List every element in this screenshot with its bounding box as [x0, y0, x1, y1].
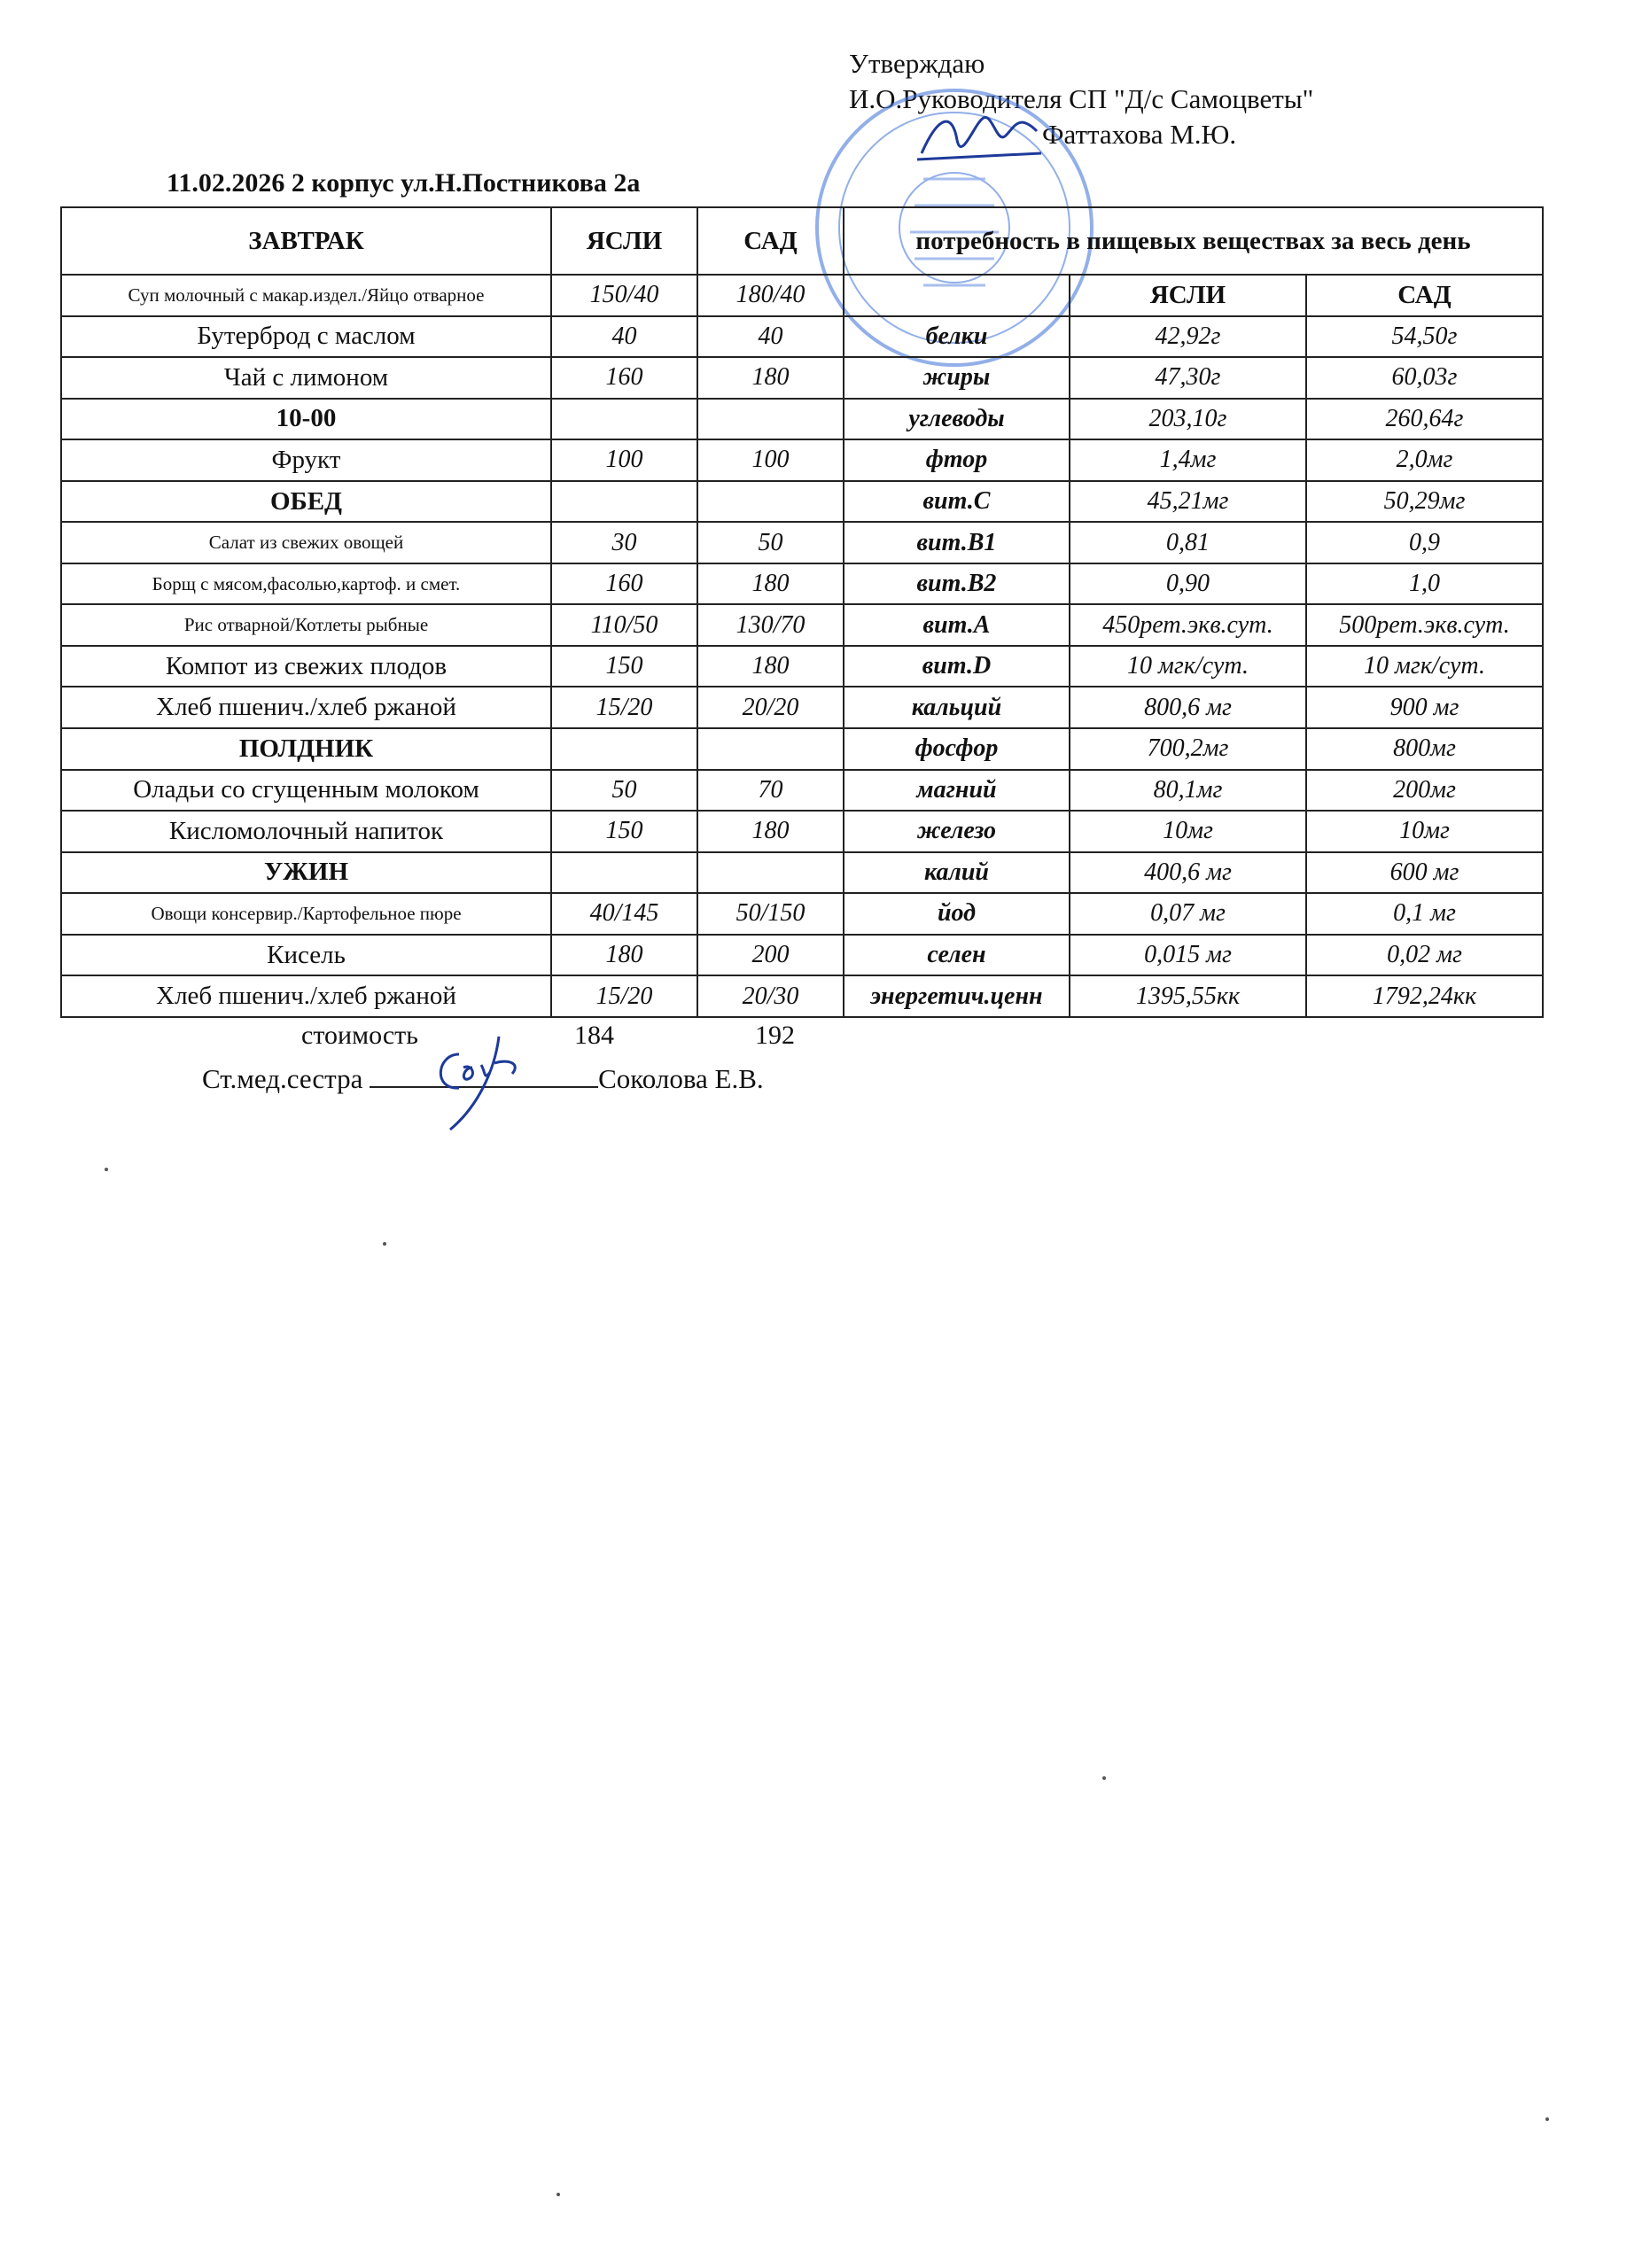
table-row	[61, 852, 1543, 894]
nutrient-name-cell: фосфор	[844, 728, 1070, 770]
nurse-signature	[424, 1019, 556, 1134]
table-row	[61, 975, 1543, 1017]
nutrient-sad-cell: 50,29мг	[1306, 481, 1543, 523]
yasli-portion-cell: 15/20	[551, 687, 697, 728]
nutrient-sad-cell: 10 мгк/сут.	[1306, 646, 1543, 687]
dish-cell: Салат из свежих овощей	[61, 522, 551, 563]
sad-portion-cell: 180	[697, 357, 844, 399]
dish-cell: ОБЕД	[61, 481, 551, 523]
sad-portion-cell: 20/30	[697, 975, 844, 1017]
yasli-portion-cell: 150	[551, 811, 697, 852]
nutrient-name-cell: энергетич.ценн	[844, 975, 1070, 1017]
table-row	[61, 604, 1543, 646]
sad-portion-cell: 180	[697, 646, 844, 687]
yasli-portion-cell: 150	[551, 646, 697, 687]
yasli-portion-cell: 40	[551, 316, 697, 358]
nutrient-yasli-cell: 45,21мг	[1070, 481, 1306, 523]
nutrient-yasli-cell: 1395,55кк	[1070, 975, 1306, 1017]
table-row	[61, 439, 1543, 481]
yasli-portion-cell: 110/50	[551, 604, 697, 646]
dish-cell: Овощи консервир./Картофельное пюре	[61, 893, 551, 935]
nutrient-subheader-yasli: ЯСЛИ	[1070, 275, 1306, 316]
header-nutrients: потребность в пищевых веществах за весь день	[844, 207, 1543, 275]
scan-speck	[105, 1168, 108, 1171]
director-signature	[913, 105, 1046, 175]
yasli-portion-cell: 100	[551, 439, 697, 481]
scan-speck	[1102, 1776, 1106, 1780]
nutrient-sad-cell: 2,0мг	[1306, 439, 1543, 481]
nutrient-yasli-cell: 80,1мг	[1070, 770, 1306, 812]
approval-name: Фаттахова М.Ю.	[1042, 119, 1237, 150]
dish-cell: Оладьи со сгущенным молоком	[61, 770, 551, 812]
nutrient-yasli-cell: 0,015 мг	[1070, 935, 1306, 976]
nutrient-sad-cell: 0,1 мг	[1306, 893, 1543, 935]
nutrient-yasli-cell: 400,6 мг	[1070, 852, 1306, 894]
dish-cell: Хлеб пшенич./хлеб ржаной	[61, 975, 551, 1017]
nutrient-name-cell: жиры	[844, 357, 1070, 399]
nutrient-sad-cell: 1,0	[1306, 563, 1543, 605]
nutrient-yasli-cell: 0,07 мг	[1070, 893, 1306, 935]
dish-cell: Чай с лимоном	[61, 357, 551, 399]
nutrient-yasli-cell: 203,10г	[1070, 399, 1306, 440]
nutrient-name-cell: кальций	[844, 687, 1070, 728]
sad-portion-cell: 20/20	[697, 687, 844, 728]
header-yasli: ЯСЛИ	[551, 207, 697, 275]
nutrient-name-cell: магний	[844, 770, 1070, 812]
nutrient-name-cell: йод	[844, 893, 1070, 935]
nutrient-sad-cell: 10мг	[1306, 811, 1543, 852]
cost-label: стоимость	[301, 1021, 418, 1050]
nutrient-name-cell: железо	[844, 811, 1070, 852]
nutrient-name-cell: фтор	[844, 439, 1070, 481]
signature-role: Ст.мед.сестра	[202, 1063, 363, 1094]
nutrient-yasli-cell: 10 мгк/сут.	[1070, 646, 1306, 687]
nutrient-yasli-cell: 450рет.экв.сут.	[1070, 604, 1306, 646]
sad-portion-cell	[697, 852, 844, 894]
sad-portion-cell: 180/40	[697, 275, 844, 316]
sad-portion-cell: 130/70	[697, 604, 844, 646]
header-sad: САД	[697, 207, 844, 275]
dish-cell: Компот из свежих плодов	[61, 646, 551, 687]
nutrient-name-cell: калий	[844, 852, 1070, 894]
menu-table	[60, 206, 1544, 1018]
nutrient-sad-cell: 200мг	[1306, 770, 1543, 812]
table-row	[61, 687, 1543, 728]
nutrient-sad-cell: 1792,24кк	[1306, 975, 1543, 1017]
yasli-portion-cell: 15/20	[551, 975, 697, 1017]
nutrient-sad-cell: 600 мг	[1306, 852, 1543, 894]
sad-portion-cell	[697, 399, 844, 440]
approval-position: И.О.Руководителя СП "Д/с Самоцветы"	[849, 83, 1314, 114]
yasli-portion-cell	[551, 852, 697, 894]
nutrient-sad-cell: 500рет.экв.сут.	[1306, 604, 1543, 646]
cost-yasli: 184	[574, 1021, 614, 1050]
table-row	[61, 522, 1543, 563]
sad-portion-cell: 180	[697, 563, 844, 605]
table-row	[61, 646, 1543, 687]
nutrient-name-cell: вит.В2	[844, 563, 1070, 605]
table-row	[61, 935, 1543, 976]
yasli-portion-cell: 160	[551, 563, 697, 605]
table-row	[61, 275, 1543, 316]
dish-cell: Хлеб пшенич./хлеб ржаной	[61, 687, 551, 728]
nutrient-yasli-cell: 0,90	[1070, 563, 1306, 605]
nutrient-name-cell: вит.А	[844, 604, 1070, 646]
sad-portion-cell	[697, 481, 844, 523]
dish-cell: Кисломолочный напиток	[61, 811, 551, 852]
nutrient-name-cell: углеводы	[844, 399, 1070, 440]
sad-portion-cell: 40	[697, 316, 844, 358]
nutrient-yasli-cell: 700,2мг	[1070, 728, 1306, 770]
yasli-portion-cell: 50	[551, 770, 697, 812]
table-row	[61, 728, 1543, 770]
nutrient-name-cell: вит.D	[844, 646, 1070, 687]
nutrient-yasli-cell: 800,6 мг	[1070, 687, 1306, 728]
yasli-portion-cell	[551, 399, 697, 440]
scan-speck	[383, 1242, 386, 1246]
nutrient-name-cell: вит.В1	[844, 522, 1070, 563]
table-row	[61, 399, 1543, 440]
sad-portion-cell: 200	[697, 935, 844, 976]
table-row	[61, 481, 1543, 523]
nutrient-yasli-cell: 10мг	[1070, 811, 1306, 852]
yasli-portion-cell	[551, 728, 697, 770]
scan-speck	[556, 2193, 560, 2196]
nutrient-sad-cell: 900 мг	[1306, 687, 1543, 728]
dish-cell: Рис отварной/Котлеты рыбные	[61, 604, 551, 646]
sad-portion-cell	[697, 728, 844, 770]
nutrient-sad-cell: 800мг	[1306, 728, 1543, 770]
dish-cell: ПОЛДНИК	[61, 728, 551, 770]
nutrient-yasli-cell: 0,81	[1070, 522, 1306, 563]
nutrient-sad-cell: 54,50г	[1306, 316, 1543, 358]
nutrient-name-cell: белки	[844, 316, 1070, 358]
table-row	[61, 357, 1543, 399]
yasli-portion-cell: 40/145	[551, 893, 697, 935]
signature-name: Соколова Е.В.	[598, 1063, 764, 1094]
nutrient-sad-cell: 260,64г	[1306, 399, 1543, 440]
sad-portion-cell: 180	[697, 811, 844, 852]
table-row	[61, 563, 1543, 605]
table-row	[61, 770, 1543, 812]
nutrient-name-cell: селен	[844, 935, 1070, 976]
cost-sad: 192	[755, 1021, 795, 1050]
scan-speck	[1545, 2117, 1549, 2121]
header-meal: ЗАВТРАК	[61, 207, 551, 275]
dish-cell: Фрукт	[61, 439, 551, 481]
dish-cell: УЖИН	[61, 852, 551, 894]
yasli-portion-cell: 30	[551, 522, 697, 563]
dish-cell: Бутерброд с маслом	[61, 316, 551, 358]
dish-cell: Суп молочный с макар.издел./Яйцо отварное	[61, 275, 551, 316]
nutrient-yasli-cell: 1,4мг	[1070, 439, 1306, 481]
table-row	[61, 811, 1543, 852]
yasli-portion-cell	[551, 481, 697, 523]
sad-portion-cell: 50	[697, 522, 844, 563]
nutrient-yasli-cell: 47,30г	[1070, 357, 1306, 399]
yasli-portion-cell: 150/40	[551, 275, 697, 316]
approval-title: Утверждаю	[849, 48, 985, 79]
table-header-row	[61, 207, 1543, 275]
dish-cell: 10-00	[61, 399, 551, 440]
table-row	[61, 893, 1543, 935]
document-date-address: 11.02.2026 2 корпус ул.Н.Постникова 2а	[167, 168, 641, 198]
nutrient-yasli-cell: 42,92г	[1070, 316, 1306, 358]
nutrient-subheader-sad: САД	[1306, 275, 1543, 316]
sad-portion-cell: 100	[697, 439, 844, 481]
nutrient-sad-cell: 60,03г	[1306, 357, 1543, 399]
nutrient-sad-cell: 0,02 мг	[1306, 935, 1543, 976]
sad-portion-cell: 70	[697, 770, 844, 812]
dish-cell: Борщ с мясом,фасолью,картоф. и смет.	[61, 563, 551, 605]
yasli-portion-cell: 180	[551, 935, 697, 976]
sad-portion-cell: 50/150	[697, 893, 844, 935]
table-row	[61, 316, 1543, 358]
nutrient-blank-cell	[844, 275, 1070, 316]
nutrient-sad-cell: 0,9	[1306, 522, 1543, 563]
yasli-portion-cell: 160	[551, 357, 697, 399]
nutrient-name-cell: вит.С	[844, 481, 1070, 523]
dish-cell: Кисель	[61, 935, 551, 976]
